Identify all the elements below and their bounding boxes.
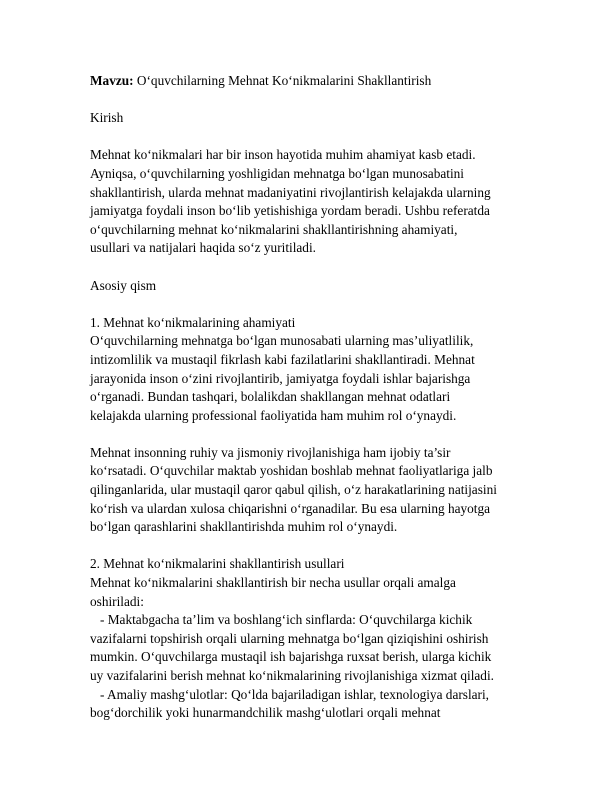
text-line: ko‘rsatadi. O‘quvchilar maktab yoshidan boshlab mehnat faoliyatlariga jalb [90,463,493,479]
text-line: usullari va natijalari haqida so‘z yuritiladi. [90,240,316,256]
section1-paragraph-2 [90,444,530,537]
text-line: shakllantirish, ularda mehnat madaniyatini rivojlantirish kelajakda ularning [90,184,491,200]
spacer [90,425,530,444]
intro-paragraph [90,146,530,258]
section2-paragraph-1 [90,574,530,723]
text-line: o‘rganadi. Bundan tashqari, bolalikdan shakllangan mehnat odatlari [90,389,451,405]
text-line: jamiyatga foydali inson bo‘lib yetishishiga yordam beradi. Ushbu referatda [90,203,490,219]
text-line: jarayonida inson o‘zini rivojlantirib, jamiyatga foydali ishlar bajarishga [90,370,471,386]
spacer [90,128,530,147]
spacer [90,258,530,277]
text-line: qilinganlarida, ular mustaqil qaror qabul qilish, o‘z harakatlarining natijasini [90,482,497,498]
spacer [90,537,530,556]
document-title [90,72,530,91]
section2-heading: 2. Mehnat ko‘nikmalarini shakllantirish usullari [90,556,345,572]
text-line: bog‘dorchilik yoki hunarmandchilik mashg‘ulotlari orqali mehnat [90,705,441,721]
text-line: ko‘rish va ulardan xulosa chiqarishni o‘rganadilar. Bu esa ularning hayotga [90,500,491,516]
text-line: o‘quvchilarning mehnat ko‘nikmalarini shakllantirishning ahamiyati, [90,221,458,237]
main-heading: Asosiy qism [90,277,157,293]
text-line: Mehnat ko‘nikmalari har bir inson hayotida muhim ahamiyat kasb etadi. [90,147,476,163]
text-line: vazifalarni topshirish orqali ularning mehnatga bo‘lgan qiziqishini oshirish [90,630,489,646]
list-item: - Amaliy mashg‘ulotlar: Qo‘lda bajariladigan ishlar, texnologiya darslari, [90,686,490,702]
text-line: Mehnat ko‘nikmalarini shakllantirish bir necha usullar orqali amalga [90,575,456,591]
title-label: Mavzu: [90,73,134,88]
text-line: Mehnat insonning ruhiy va jismoniy rivojlanishiga ham ijobiy ta’sir [90,444,451,460]
text-line: mumkin. O‘quvchilarga mustaqil ish bajarishga ruxsat berish, ularga kichik [90,649,492,665]
spacer [90,91,530,110]
list-item: - Maktabgacha ta’lim va boshlang‘ich sinflarda: O‘quvchilarga kichik [90,612,473,628]
document-body [90,72,530,723]
text-line: intizomlilik va mustaqil fikrlash kabi fazilatlarini shakllantiradi. Mehnat [90,351,475,367]
text-line: O‘quvchilarning mehnatga bo‘lgan munosabati ularning mas’uliyatlilik, [90,333,474,349]
text-line: uy vazifalarini berish mehnat ko‘nikmalarining rivojlanishiga xizmat qiladi. [90,668,494,683]
section1-paragraph-1 [90,332,530,425]
intro-heading: Kirish [90,110,124,126]
text-line: kelajakda ularning professional faoliyatida ham muhim rol o‘ynaydi. [90,407,457,423]
title-text: O‘quvchilarning Mehnat Ko‘nikmalarini Shakllantirish [133,73,432,88]
section1-heading: 1. Mehnat ko‘nikmalarining ahamiyati [90,314,296,330]
text-line: Ayniqsa, o‘quvchilarning yoshligidan mehnatga bo‘lgan munosabatini [90,165,464,181]
text-line: oshiriladi: [90,593,144,609]
spacer [90,295,530,314]
text-line: bo‘lgan qarashlarini shakllantirishda muhim rol o‘ynaydi. [90,519,398,535]
